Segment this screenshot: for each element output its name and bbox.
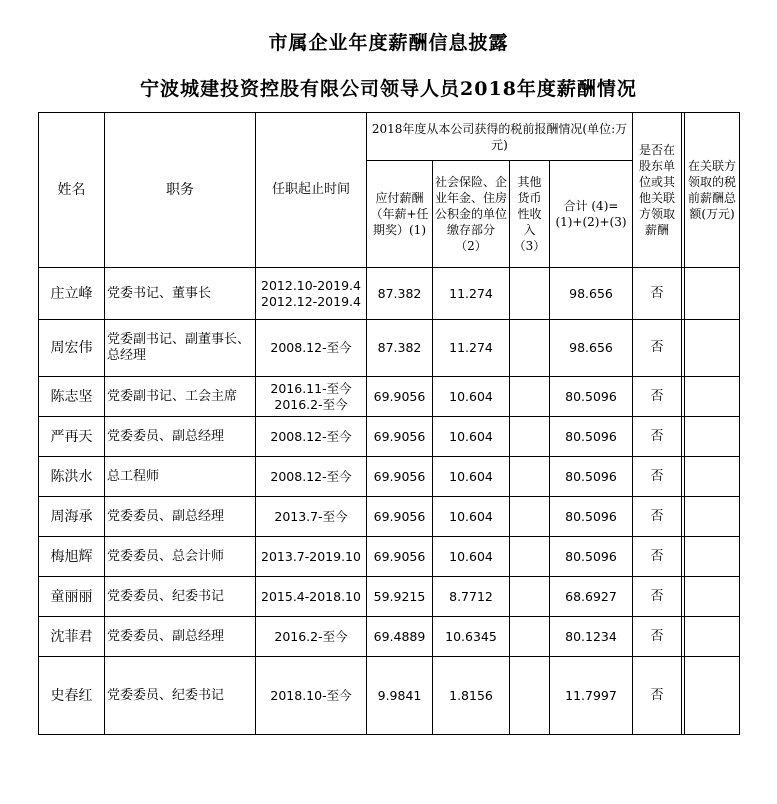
row-related-amount [685,457,740,497]
row-total: 80.1234 [550,617,633,657]
table-body [39,113,740,735]
row-related-amount [685,577,740,617]
row-salary: 69.9056 [367,417,433,457]
page-subtitle: 宁波城建投资控股有限公司领导人员2018年度薪酬情况 [140,78,637,100]
header-related-amount: 在关联方领取的税前薪酬总额(万元) [685,113,740,268]
row-term: 2013.7-至今 [256,497,367,537]
page-title: 市属企业年度薪酬信息披露 [268,32,509,54]
row-other [510,617,550,657]
row-term: 2008.12-至今 [256,320,367,377]
row-name: 周宏伟 [39,320,105,377]
row-related-flag: 否 [633,457,682,497]
row-related-amount [685,377,740,417]
row-name: 周海承 [39,497,105,537]
row-position: 党委委员、纪委书记 [105,577,256,617]
row-position: 党委委员、纪委书记 [105,657,256,735]
row-total: 98.656 [550,320,633,377]
row-total: 80.5096 [550,457,633,497]
table-row [39,577,740,617]
row-related-flag: 否 [633,377,682,417]
row-position: 党委副书记、副董事长、总经理 [105,320,256,377]
salary-table [38,112,740,735]
row-other [510,457,550,497]
header-salary: 应付薪酬（年薪+任期奖）(1) [367,161,433,268]
row-related-amount [685,497,740,537]
row-term: 2012.10-2019.4 2012.12-2019.4 [256,268,367,320]
header-social: 社会保险、企业年金、住房公积金的单位缴存部分（2） [433,161,510,268]
row-social: 10.604 [433,417,510,457]
row-name: 沈菲君 [39,617,105,657]
header-total: 合计 (4)=(1)+(2)+(3) [550,161,633,268]
row-other [510,320,550,377]
row-position: 总工程师 [105,457,256,497]
row-total: 80.5096 [550,377,633,417]
row-name: 童丽丽 [39,577,105,617]
row-term: 2008.12-至今 [256,457,367,497]
row-related-amount [685,617,740,657]
row-social: 8.7712 [433,577,510,617]
table-row [39,377,740,417]
header-income-group: 2018年度从本公司获得的税前报酬情况(单位:万元) [367,113,633,161]
row-related-flag: 否 [633,617,682,657]
row-salary: 69.9056 [367,537,433,577]
row-term: 2016.11-至今 2016.2-至今 [256,377,367,417]
header-term: 任职起止时间 [256,113,367,268]
row-social: 1.8156 [433,657,510,735]
header-position: 职务 [105,113,256,268]
row-total: 80.5096 [550,537,633,577]
row-salary: 69.9056 [367,457,433,497]
row-related-amount [685,320,740,377]
row-other [510,417,550,457]
table-row [39,457,740,497]
row-total: 98.656 [550,268,633,320]
row-total: 68.6927 [550,577,633,617]
row-position: 党委副书记、工会主席 [105,377,256,417]
header-row-top [39,113,740,161]
row-related-amount [685,537,740,577]
row-salary: 69.9056 [367,377,433,417]
row-position: 党委委员、副总经理 [105,617,256,657]
row-term: 2015.4-2018.10 [256,577,367,617]
row-social: 10.6345 [433,617,510,657]
row-related-flag: 否 [633,657,682,735]
row-social: 11.274 [433,320,510,377]
row-salary: 69.9056 [367,497,433,537]
table-row [39,537,740,577]
row-salary: 69.4889 [367,617,433,657]
row-related-flag: 否 [633,497,682,537]
row-position: 党委委员、副总经理 [105,417,256,457]
row-salary: 59.9215 [367,577,433,617]
row-position: 党委委员、副总经理 [105,497,256,537]
row-related-amount [685,417,740,457]
header-related-flag: 是否在股东单位或其他关联方领取薪酬 [633,113,682,268]
row-social: 11.274 [433,268,510,320]
row-position: 党委书记、董事长 [105,268,256,320]
row-related-flag: 否 [633,268,682,320]
row-social: 10.604 [433,457,510,497]
row-other [510,537,550,577]
row-related-flag: 否 [633,320,682,377]
row-term: 2008.12-至今 [256,417,367,457]
row-related-flag: 否 [633,537,682,577]
table-row [39,497,740,537]
table-row [39,657,740,735]
table-row [39,417,740,457]
header-name: 姓名 [39,113,105,268]
row-position: 党委委员、总会计师 [105,537,256,577]
row-other [510,268,550,320]
row-total: 11.7997 [550,657,633,735]
row-name: 陈洪水 [39,457,105,497]
row-social: 10.604 [433,497,510,537]
row-other [510,377,550,417]
row-name: 严再天 [39,417,105,457]
row-related-flag: 否 [633,577,682,617]
row-related-flag: 否 [633,417,682,457]
row-salary: 87.382 [367,320,433,377]
row-term: 2016.2-至今 [256,617,367,657]
row-social: 10.604 [433,537,510,577]
row-name: 史春红 [39,657,105,735]
table-row [39,320,740,377]
row-salary: 9.9841 [367,657,433,735]
row-social: 10.604 [433,377,510,417]
row-total: 80.5096 [550,417,633,457]
table-row [39,617,740,657]
row-salary: 87.382 [367,268,433,320]
row-name: 梅旭辉 [39,537,105,577]
row-other [510,577,550,617]
table-row [39,268,740,320]
row-other [510,657,550,735]
row-related-amount [685,268,740,320]
row-term: 2018.10-至今 [256,657,367,735]
row-total: 80.5096 [550,497,633,537]
row-other [510,497,550,537]
row-term: 2013.7-2019.10 [256,537,367,577]
row-name: 庄立峰 [39,268,105,320]
row-name: 陈志坚 [39,377,105,417]
row-related-amount [685,657,740,735]
header-other: 其他货币性收入（3） [510,161,550,268]
